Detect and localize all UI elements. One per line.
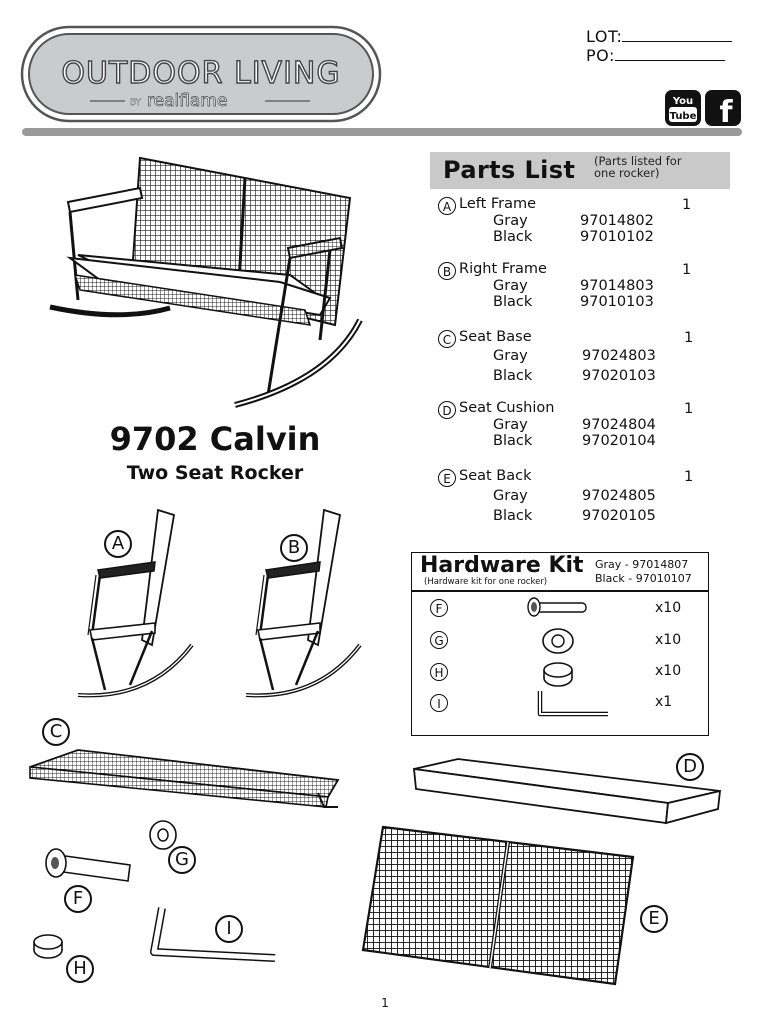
- label-g: G: [168, 846, 196, 874]
- page-number: 1: [381, 996, 389, 1010]
- parts-list-title: Parts List: [443, 156, 576, 184]
- svg-text:You: You: [672, 96, 694, 107]
- hardware-kit-codes: [595, 558, 692, 586]
- logo-brand-main: OUTDOOR LIVING: [61, 56, 341, 91]
- left-frame-drawing: [70, 505, 200, 705]
- youtube-icon: [665, 90, 701, 126]
- logo-by: BY: [130, 98, 142, 108]
- product-model: 9702 Calvin: [109, 420, 321, 458]
- label-a: A: [104, 530, 132, 558]
- part-e-gray-label: Gray: [493, 488, 528, 504]
- label-h: H: [66, 955, 94, 983]
- svg-text:f: f: [719, 95, 733, 127]
- part-b-name: B Right Frame: [438, 261, 547, 280]
- label-f: F: [64, 885, 92, 913]
- hardware-gray-code: Gray - 97014807: [595, 558, 689, 571]
- hw-qty-f: x10: [655, 600, 682, 616]
- outdoor-living-logo: [20, 25, 382, 123]
- hw-letter-i: I: [430, 694, 448, 712]
- label-b: B: [280, 534, 308, 562]
- hardware-black-code: Black - 97010107: [595, 572, 692, 585]
- allen-key-icon: [530, 688, 612, 720]
- part-letter-d: D: [438, 401, 456, 419]
- po-label: PO:: [586, 46, 615, 65]
- part-e-gray-code: 97024805: [582, 488, 656, 504]
- part-a-black-label: Black: [493, 229, 533, 245]
- part-d-black-code: 97020104: [582, 433, 656, 449]
- hw-qty-i: x1: [655, 694, 673, 710]
- part-b-gray-code: 97014803: [580, 278, 654, 294]
- parts-list-note: (Parts listed for one rocker): [594, 154, 682, 180]
- hardware-kit-title: Hardware Kit: [420, 553, 584, 578]
- part-e-black-label: Black: [493, 508, 533, 524]
- washer-icon: [540, 627, 576, 655]
- part-b-qty: 1: [682, 262, 692, 278]
- part-a-gray-code: 97014802: [580, 213, 654, 229]
- logo-realflame: realflame: [147, 91, 228, 111]
- allen-key-drawing: [140, 900, 285, 970]
- part-a-black-code: 97010102: [580, 229, 654, 245]
- bolt-icon: [520, 596, 600, 618]
- facebook-icon: [705, 90, 741, 127]
- social-icons: [664, 89, 744, 127]
- cap-drawing: [30, 932, 66, 960]
- part-a-gray-label: Gray: [493, 213, 528, 229]
- part-letter-b: B: [438, 262, 456, 280]
- seat-base-drawing: [28, 745, 343, 810]
- hw-qty-h: x10: [655, 663, 682, 679]
- part-e-qty: 1: [684, 469, 694, 485]
- part-letter-a: A: [438, 197, 456, 215]
- part-d-qty: 1: [684, 401, 694, 417]
- hw-letter-h: H: [430, 663, 448, 681]
- part-c-gray-label: Gray: [493, 348, 528, 364]
- product-name: Two Seat Rocker: [126, 462, 304, 484]
- part-d-name: D Seat Cushion: [438, 400, 554, 419]
- lot-label: LOT:: [586, 27, 623, 46]
- part-b-black-code: 97010103: [580, 294, 654, 310]
- part-d-black-label: Black: [493, 433, 533, 449]
- right-frame-drawing: [240, 505, 370, 705]
- label-d: D: [676, 753, 704, 781]
- part-d-gray-label: Gray: [493, 417, 528, 433]
- part-c-name: C Seat Base: [438, 329, 532, 348]
- part-letter-c: C: [438, 330, 456, 348]
- hw-letter-g: G: [430, 631, 448, 649]
- seat-back-drawing: [355, 822, 637, 987]
- part-c-black-code: 97020103: [582, 368, 656, 384]
- po-blank: [615, 47, 725, 61]
- part-c-gray-code: 97024803: [582, 348, 656, 364]
- hw-letter-f: F: [430, 599, 448, 617]
- part-a-qty: 1: [682, 197, 692, 213]
- part-c-black-label: Black: [493, 368, 533, 384]
- part-b-gray-label: Gray: [493, 278, 528, 294]
- rocker-illustration: [40, 150, 370, 415]
- part-e-black-code: 97020105: [582, 508, 656, 524]
- header-divider: [22, 128, 742, 136]
- hw-qty-g: x10: [655, 632, 682, 648]
- hardware-kit-note: (Hardware kit for one rocker): [424, 577, 548, 587]
- seat-cushion-drawing: [408, 757, 724, 829]
- label-e: E: [640, 905, 668, 933]
- part-d-gray-code: 97024804: [582, 417, 656, 433]
- lot-po-fields: [586, 27, 732, 65]
- part-a-name: A Left Frame: [438, 196, 536, 215]
- part-letter-e: E: [438, 469, 456, 487]
- lot-blank: [622, 28, 732, 42]
- svg-text:Tube: Tube: [669, 111, 697, 122]
- part-b-black-label: Black: [493, 294, 533, 310]
- hardware-kit-divider: [411, 590, 709, 592]
- cap-icon: [540, 660, 576, 688]
- bolt-drawing: [40, 843, 135, 888]
- label-i: I: [215, 915, 243, 943]
- label-c: C: [42, 718, 70, 746]
- part-e-name: E Seat Back: [438, 468, 532, 487]
- part-c-qty: 1: [684, 330, 694, 346]
